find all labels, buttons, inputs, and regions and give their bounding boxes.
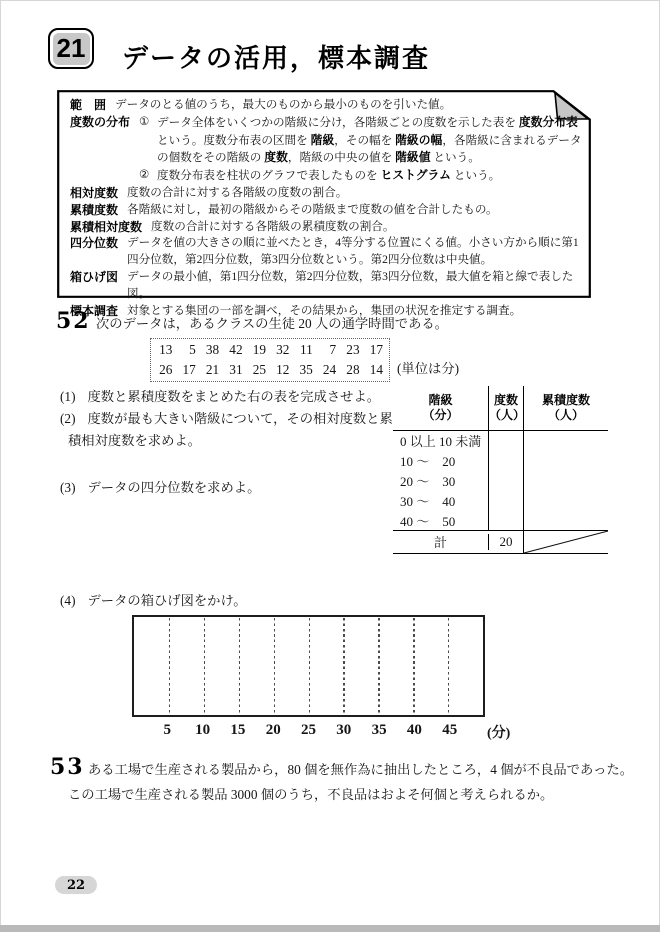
glossary-entry [70, 235, 583, 269]
question-2-label: (2) [60, 411, 76, 426]
frequency-cell-empty [488, 471, 523, 491]
class-label: 10 ～ 20 [400, 454, 456, 470]
data-value: 19 [252, 342, 266, 357]
grid-dashed-line [169, 618, 170, 714]
axis-tick-label: 5 [163, 722, 172, 738]
page-title: データの活用，標本調査 [122, 43, 431, 73]
glossary-definition [127, 235, 583, 269]
glossary-term: 度数の分布 [70, 114, 131, 129]
glossary-text: という。 [450, 169, 501, 183]
glossary-text: 度数の合計に対する各階級の度数の割合。 [127, 185, 348, 199]
data-value: 24 [322, 362, 337, 377]
question-4-label: (4) [60, 593, 76, 608]
grid-dashed-line [309, 618, 310, 714]
diagonal-slash-icon [524, 531, 608, 553]
data-value: 21 [205, 362, 220, 377]
axis-tick-label: 10 [195, 722, 211, 738]
total-label: 計 [433, 535, 447, 551]
glossary-text: データを値の大きさの順に並べたとき，4等分する位置にくる値。小さい方から順に第1四分位数，第2四分位数，第3四分位数という。第2四分位数は中央値。 [127, 236, 579, 267]
frequency-table-header [393, 386, 608, 431]
cumulative-cell-empty [523, 451, 608, 471]
data-value: 35 [299, 362, 313, 377]
problem-52-number: 52 [56, 308, 91, 334]
bottom-bar [0, 925, 660, 932]
glossary-term: 相対度数 [70, 185, 119, 200]
frequency-table [393, 386, 608, 554]
class-row [393, 471, 608, 491]
cumulative-cell-empty [523, 431, 608, 451]
grid-dashed-line [378, 618, 379, 714]
data-row [153, 342, 387, 358]
glossary-box [57, 90, 591, 318]
grid-dashed-line [343, 618, 344, 714]
glossary-definition [127, 185, 583, 202]
section-number: 21 [53, 33, 90, 65]
data-value: 32 [276, 342, 290, 357]
glossary-term: 範 囲 [70, 98, 107, 112]
axis-tick-label: 35 [371, 722, 387, 738]
class-label: 40 ～ 50 [400, 513, 456, 529]
axis-tick-label: 30 [336, 722, 352, 738]
glossary-subitem [139, 114, 583, 167]
axis-tick-label: 40 [406, 722, 422, 738]
axis-unit-label: (分) [487, 726, 511, 741]
class-label: 0 以上 10 未満 [400, 434, 482, 450]
glossary-keyword: 階級 [310, 132, 335, 147]
axis-tick-label: 45 [442, 722, 458, 738]
axis-tick-label: 20 [265, 722, 281, 738]
header-cumulative: 累積度数 （人） [523, 386, 608, 430]
glossary-keyword: 度数分布表 [518, 114, 578, 129]
grid-dashed-line [239, 618, 240, 714]
glossary-text: ，各階級に含まれるデータの個数をその階級の [157, 133, 582, 165]
questions-1-2 [60, 386, 404, 452]
glossary-keyword: 度数 [264, 150, 288, 165]
glossary-text: データ全体をいくつかの階級に分け，各階級ごとの度数を示した表を [157, 115, 519, 129]
class-label: 30 ～ 40 [400, 493, 456, 509]
glossary-subitem-text [157, 167, 583, 185]
glossary-entry [70, 269, 583, 303]
glossary-content [70, 97, 583, 318]
page-number-pill [55, 876, 97, 894]
problem-53-line2: この工場で生産される製品 3000 個のうち，不良品はおよそ何個と考えられるか。 [68, 787, 554, 802]
glossary-term: 累積度数 [70, 202, 119, 217]
frequency-cell-empty [488, 490, 523, 510]
unit-note: (単位は分) [397, 361, 460, 376]
glossary-definition [127, 269, 583, 303]
question-3-text: データの四分位数を求めよ。 [87, 480, 261, 495]
glossary-subitem-marker: ② [139, 168, 150, 182]
data-value: 31 [229, 362, 243, 377]
question-1 [60, 386, 404, 408]
question-4-text: データの箱ひげ図をかけ。 [87, 593, 247, 608]
data-value: 17 [369, 342, 383, 357]
glossary-term: 四分位数 [70, 236, 119, 251]
glossary-subitem-text [157, 114, 583, 167]
data-value: 12 [276, 362, 290, 377]
frequency-cell-empty [488, 431, 523, 451]
cumulative-cell-empty [523, 490, 608, 510]
glossary-definition [151, 219, 583, 236]
data-value: 7 [329, 342, 337, 357]
frequency-cell-empty [488, 451, 523, 471]
question-1-label: (1) [60, 389, 76, 404]
data-value: 25 [252, 362, 266, 377]
glossary-text: 度数の合計に対する各階級の累積度数の割合。 [151, 219, 395, 233]
cumulative-cell-empty [523, 471, 608, 491]
glossary-text: という。度数分布表の区間を [157, 133, 311, 147]
question-2-text: 度数が最も大きい階級について，その相対度数と累積相対度数を求めよ。 [68, 411, 393, 448]
data-value: 5 [189, 342, 196, 357]
glossary-keyword: 階級値 [395, 150, 431, 165]
question-3-label: (3) [60, 480, 76, 495]
data-value: 23 [346, 342, 360, 357]
total-cumulative-cell [523, 531, 608, 553]
glossary-keyword: 階級の幅 [395, 132, 443, 147]
glossary-text: データの最小値，第1四分位数，第2四分位数，第3四分位数，最大値を箱と線で表した図。 [127, 269, 574, 300]
glossary-term: 累積相対度数 [70, 219, 143, 234]
glossary-keyword: ヒストグラム [380, 168, 451, 183]
cumulative-cell-empty [523, 510, 608, 530]
header-frequency: 度数 （人） [488, 386, 523, 430]
glossary-entry [70, 202, 583, 219]
data-value: 26 [159, 362, 173, 377]
question-4 [60, 590, 404, 612]
data-value: 14 [369, 362, 383, 377]
glossary-definition [127, 202, 583, 219]
glossary-text: ，その幅を [334, 133, 396, 147]
data-value: 11 [299, 342, 313, 357]
question-3 [60, 477, 404, 499]
glossary-text: データのとる値のうち，最大のものから最小のものを引いた値。 [115, 98, 452, 111]
data-row [153, 362, 387, 378]
boxplot-grid [132, 615, 485, 717]
class-row [393, 510, 608, 530]
frequency-table-rows [393, 431, 608, 530]
data-value: 42 [229, 342, 243, 357]
problem-52-statement: 次のデータは，あるクラスの生徒 20 人の通学時間である。 [96, 316, 448, 331]
axis-tick-label: 25 [301, 722, 316, 738]
glossary-subitem [139, 167, 583, 185]
glossary-definition [115, 97, 583, 114]
glossary-definition [139, 114, 583, 185]
class-row [393, 431, 608, 451]
page-number: 22 [66, 877, 86, 893]
glossary-entry [70, 185, 583, 202]
total-frequency: 20 [488, 534, 523, 550]
glossary-term: 標本調査 [70, 303, 119, 318]
grid-dashed-line [448, 618, 449, 714]
glossary-text: 度数分布表を柱状のグラフで表したものを [157, 169, 381, 183]
glossary-text: 対象とする集団の一部を調べ，その結果から，集団の状況を推定する調査。 [127, 303, 522, 317]
glossary-text: という。 [430, 151, 480, 165]
grid-dashed-line [274, 618, 275, 714]
grid-dashed-line [413, 618, 414, 714]
question-2 [60, 408, 404, 452]
frequency-cell-empty [488, 510, 523, 530]
class-row [393, 490, 608, 510]
data-box [150, 338, 390, 382]
data-value: 17 [182, 362, 196, 377]
glossary-term: 箱ひげ図 [70, 269, 119, 284]
header-class: 階級 （分） [422, 393, 459, 422]
glossary-entry [70, 97, 583, 114]
data-value: 28 [346, 362, 360, 377]
data-value: 13 [159, 342, 173, 357]
glossary-entry [70, 114, 583, 185]
axis-tick-label: 15 [230, 722, 246, 738]
question-1-text: 度数と累積度数をまとめた右の表を完成させよ。 [87, 389, 381, 404]
total-row [393, 530, 608, 554]
glossary-entry [70, 219, 583, 236]
section-badge [48, 28, 94, 69]
class-label: 20 ～ 30 [400, 473, 456, 489]
glossary-text: ，階級の中央の値を [287, 151, 396, 165]
glossary-subitem-marker: ① [139, 114, 150, 128]
problem-53-number: 53 [50, 754, 85, 780]
glossary-text: 各階級に対し，最初の階級からその階級まで度数の値を合計したもの。 [127, 202, 498, 216]
class-row [393, 451, 608, 471]
data-value: 38 [205, 342, 220, 357]
grid-dashed-line [204, 618, 205, 714]
problem-53-line1: ある工場で生産される製品から，80 個を無作為に抽出したところ，4 個が不良品であった。 [88, 762, 634, 777]
